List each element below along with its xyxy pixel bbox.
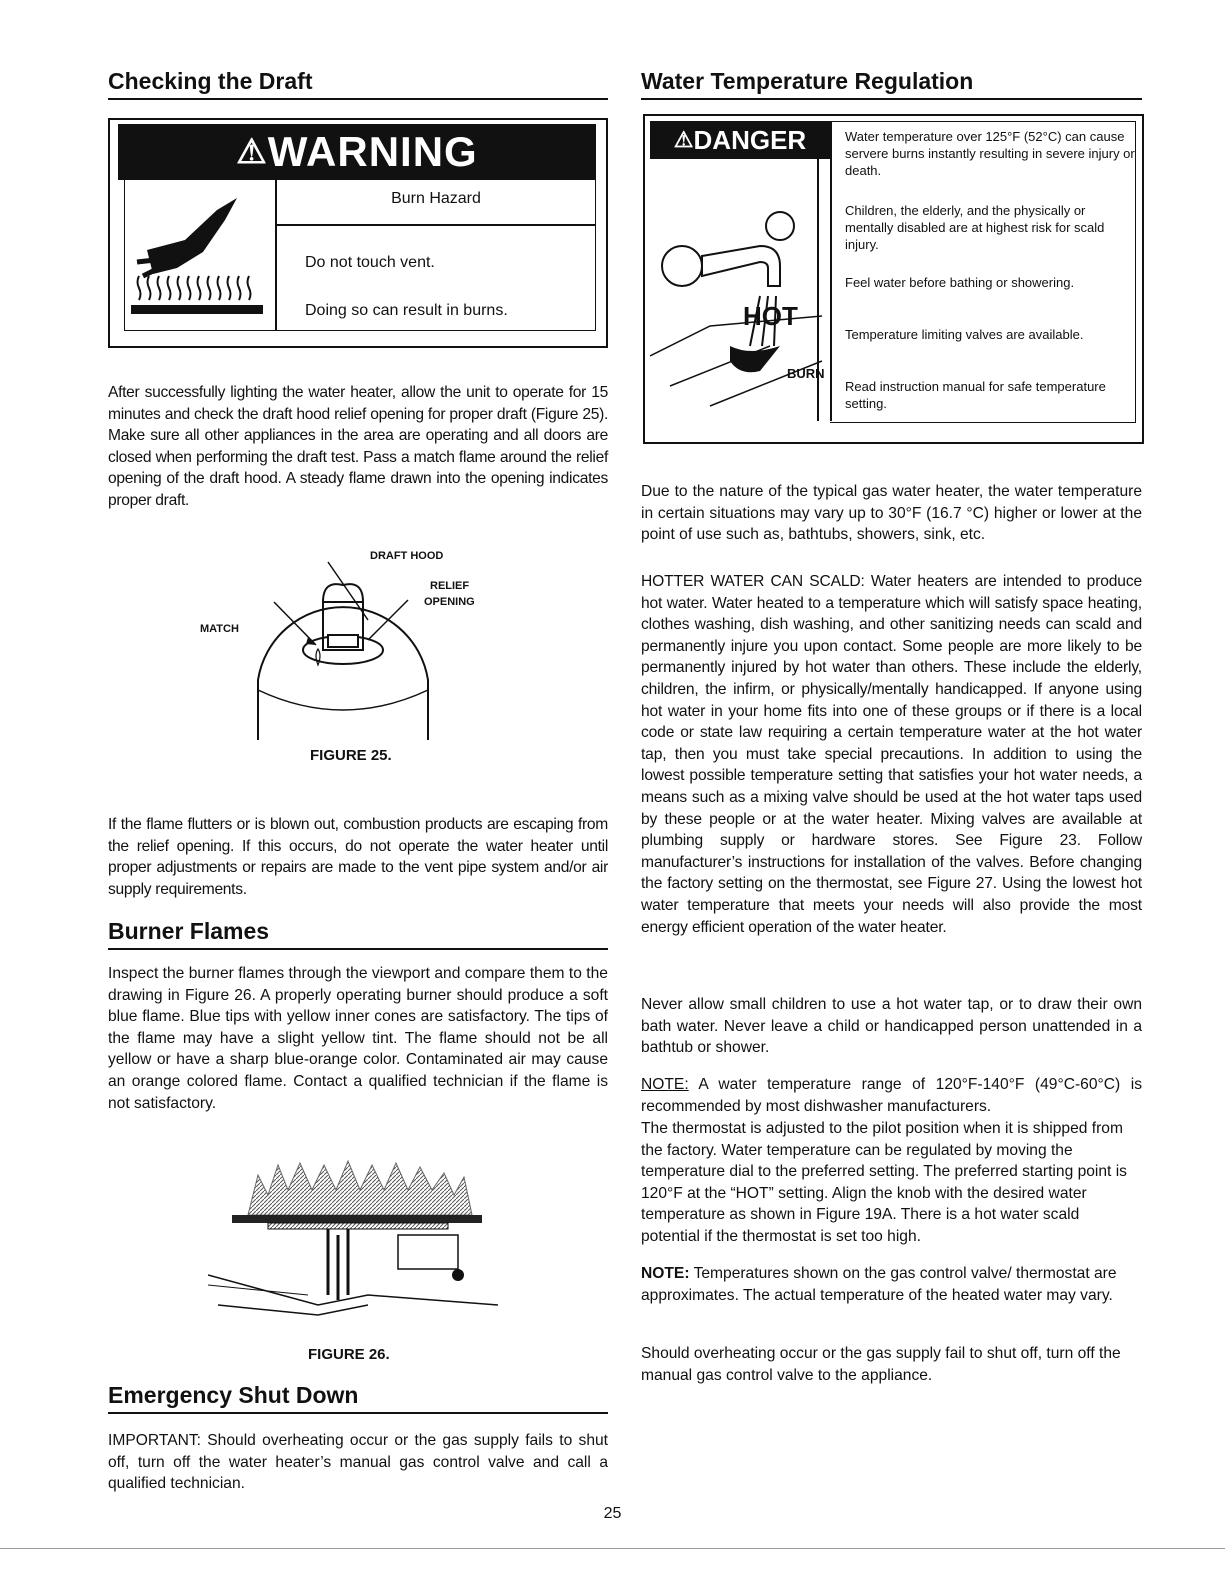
warning-box: [108, 118, 608, 348]
danger-text-4: Temperature limiting valves are available.: [845, 327, 1084, 342]
warning-triangle-icon: ⚠: [236, 133, 268, 171]
figure-25-draft-hood-diagram: [198, 540, 538, 760]
danger-triangle-icon: ⚠: [673, 127, 694, 152]
flutter-paragraph: If the flame flutters or is blown out, combustion products are escaping from the relief opening. If this occurs, do not operate the water heater until proper adjustments or repairs are made to the vent pipe system and/or air supply requirements.: [108, 816, 608, 898]
danger-text-1: Water temperature over 125°F (52°C) can cause servere burns instantly resulting in severe injury or death.: [845, 129, 1135, 178]
heading-water-temperature: Water Temperature Regulation: [641, 68, 1142, 100]
heading-burner-flames: Burner Flames: [108, 918, 608, 950]
page-number: 25: [603, 1505, 622, 1522]
warning-line-2: Doing so can result in burns.: [305, 302, 508, 319]
burn-label: BURN: [787, 366, 825, 381]
hot-label: HOT: [743, 301, 798, 331]
figure-25-caption: FIGURE 25.: [310, 747, 392, 764]
danger-box: [643, 114, 1144, 444]
fig25-label-match: MATCH: [200, 623, 239, 635]
figure-26-caption: FIGURE 26.: [308, 1346, 390, 1363]
thermostat-paragraph: The thermostat is adjusted to the pilot position when it is shipped from the factory. Water temperature can be regulated by moving the temperature dial to the preferred setting. The preferred starting point is 120°F at the “HOT” setting. Align the knob with the desired water temperature as shown in Figure 19A. There is a hot water scald potential if the thermostat is set too high.: [641, 1120, 1127, 1245]
danger-text-3: Feel water before bathing or showering.: [845, 275, 1075, 290]
danger-banner: [650, 121, 830, 159]
danger-text-5: Read instruction manual for safe temperature setting.: [845, 379, 1106, 411]
hand-heat-icon: [125, 190, 273, 320]
heading-checking-draft: Checking the Draft: [108, 68, 608, 100]
draft-paragraph: After successfully lighting the water heater, allow the unit to operate for 15 minutes and check the draft hood relief opening for proper draft (Figure 25). Make sure all other appliances in the area are operating and all doors are closed when performing the draft test. Pass a match flame around the relief opening of the draft hood. A steady flame drawn into the opening indicates proper draft.: [108, 384, 608, 509]
warning-line-1: Do not touch vent.: [305, 254, 435, 271]
hot-water-faucet-illustration: [650, 196, 825, 416]
fig25-label-draft-hood: DRAFT HOOD: [370, 550, 444, 562]
fig25-label-opening: OPENING: [424, 596, 475, 608]
warning-inner: [124, 180, 596, 331]
dishwasher-note: [641, 1074, 1142, 1117]
burner-paragraph: Inspect the burner flames through the viewport and compare them to the drawing in Figure 26. A properly operating burner should produce a soft blue flame. Blue tips with yellow inner cones are satisfactory. The tips of the flame may have a slight yellow tint. The flame should not be all yellow or have a sharp blue-orange color. Contaminated air may cause an orange colored flame. Contact a qualified technician if the flame is not satisfactory.: [108, 965, 608, 1112]
overheating-paragraph: Should overheating occur or the gas supply fail to shut off, turn off the manual gas control valve to the appliance.: [641, 1345, 1121, 1384]
danger-title: DANGER: [693, 125, 807, 155]
figure-26-burner-flame-diagram: [208, 1155, 498, 1335]
warning-subtitle: Burn Hazard: [391, 190, 481, 207]
temperature-note: [641, 1263, 1142, 1306]
danger-text-2: Children, the elderly, and the physically or mentally disabled are at highest risk for scald injury.: [845, 203, 1105, 252]
bottom-rule: [0, 1548, 1225, 1549]
hotter-water-paragraph: HOTTER WATER CAN SCALD: Water heaters are intended to produce hot water. Water heated to a temperature which will satisfy space heating, clothes washing, dish washing, and other sanitizing needs can scald and permanently injure you upon contact. Some people are more likely to be permanently injured by hot water than others. These include the elderly, children, the infirm, or physically/mentally handicapped. If anyone using hot water in your home fits into one of these groups or if there is a local code or state law requiring a certain temperature water at the hot water tap, then you must take special precautions. In addition to using the lowest possible temperature setting that satisfies your hot water needs, a means such as a mixing valve should be used at the hot water taps used by these people or at the water heater. Mixing valves are available at plumbing supply or hardware stores. See Figure 23. Follow manufacturer’s instructions for installation of the valves. Before changing the factory setting on the thermostat, see Figure 27. Using the lowest hot water temperature that meets your needs will also provide the most energy efficient operation of the water heater.: [641, 573, 1142, 936]
fig25-label-relief: RELIEF: [430, 580, 470, 592]
warning-title: WARNING: [267, 128, 478, 175]
note-1-label: NOTE:: [641, 1076, 689, 1093]
heading-emergency-shut-down: Emergency Shut Down: [108, 1382, 608, 1414]
note-2-label: NOTE:: [641, 1265, 690, 1282]
note-2-text: Temperatures shown on the gas control valve/ thermostat are approximates. The actual temperature of the heated water may vary.: [641, 1265, 1117, 1304]
children-paragraph: Never allow small children to use a hot water tap, or to draw their own bath water. Never leave a child or handicapped person unattended in a bathtub or shower.: [641, 996, 1142, 1057]
emergency-paragraph: IMPORTANT: Should overheating occur or the gas supply fails to shut off, turn off the water heater’s manual gas control valve and call a qualified technician.: [108, 1432, 608, 1493]
warning-banner: [118, 124, 596, 180]
note-1-text: A water temperature range of 120°F-140°F (49°C-60°C) is recommended by most dishwasher manufacturers.: [641, 1076, 1142, 1115]
water-temp-paragraph-1: Due to the nature of the typical gas water heater, the water temperature in certain situations may vary up to 30°F (16.7 °C) higher or lower at the point of use such as, bathtubs, showers, sink, etc.: [641, 483, 1142, 544]
